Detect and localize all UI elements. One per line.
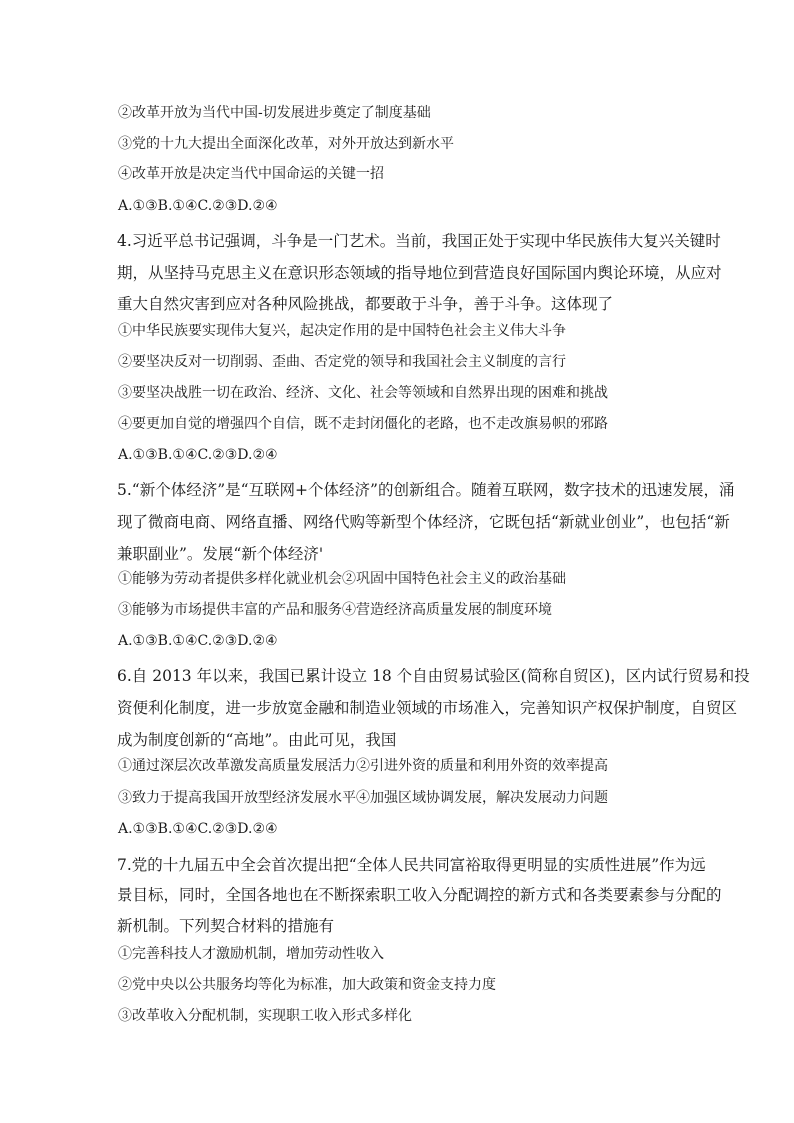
question-text: 新机制。下列契合材料的措施有 (117, 917, 335, 935)
option-line: ①能够为劳动者提供多样化就业机会②巩固中国特色社会主义的政治基础 (118, 571, 566, 587)
question-text: 4.习近平总书记强调，斗争是一门艺术。当前，我国正处于实现中华民族伟大复兴关键时 (117, 232, 721, 250)
option-line: ③要坚决战胜一切在政治、经济、文化、社会等领域和自然界出现的困难和挑战 (118, 385, 608, 401)
option-line: ①中华民族要实现伟大复兴，起决定作用的是中国特色社会主义伟大斗争 (118, 323, 566, 339)
question-text: 资便利化制度，进一步放宽金融和制造业领域的市场准入，完善知识产权保护制度，自贸区 (117, 699, 738, 717)
answer-choices: A.①③B.①④C.②③D.②④ (118, 198, 278, 214)
option-line: ④改革开放是决定当代中国命运的关键一招 (118, 166, 384, 182)
option-line: ②改革开放为当代中国-切发展进步奠定了制度基础 (118, 105, 431, 121)
option-line: ②要坚决反对一切削弱、歪曲、否定党的领导和我国社会主义制度的言行 (118, 354, 566, 370)
option-line: ④要更加自觉的增强四个自信，既不走封闭僵化的老路，也不走改旗易帜的邪路 (118, 416, 608, 432)
option-line: ③致力于提高我国开放型经济发展水平④加强区域协调发展，解决发展动力问题 (118, 790, 608, 806)
option-line: ①通过深层次改革激发高质量发展活力②引进外资的质量和利用外资的效率提高 (118, 758, 608, 774)
option-line: ②党中央以公共服务均等化为标准，加大政策和资金支持力度 (118, 977, 496, 993)
option-line: ③能够为市场提供丰富的产品和服务④营造经济高质量发展的制度环境 (118, 602, 552, 618)
question-text: 5.“新个体经济”是“互联网+个体经济”的创新组合。随着互联网，数字技术的迅速发展，涌 (117, 481, 735, 499)
question-text: 期，从坚持马克思主义在意识形态领域的指导地位到营造良好国际国内舆论环境，从应对 (117, 264, 722, 282)
question-text: 重大自然灾害到应对各种风险挑战，都要敢于斗争，善于斗争。这体现了 (117, 295, 614, 313)
answer-choices: A.①③B.①④C.②③D.②④ (118, 447, 278, 463)
question-text: 现了微商电商、网络直播、网络代购等新型个体经济，它既包括“新就业创业”，也包括“新 (117, 513, 730, 531)
answer-choices: A.①③B.①④C.②③D.②④ (118, 633, 278, 649)
option-line: ③改革收入分配机制，实现职工收入形式多样化 (118, 1008, 412, 1024)
question-text: 7.党的十九届五中全会首次提出把“全体人民共同富裕取得更明显的实质性进展”作为远 (117, 856, 706, 874)
option-line: ①完善科技人才激励机制，增加劳动性收入 (118, 946, 384, 962)
answer-choices: A.①③B.①④C.②③D.②④ (118, 821, 278, 837)
option-line: ③党的十九大提出全面深化改革，对外开放达到新水平 (118, 136, 454, 152)
question-text: 成为制度创新的“高地”。由此可见，我国 (117, 731, 397, 749)
question-text: 6.自 2013 年以来，我国已累计设立 18 个自由贸易试验区(简称自贸区)，区内试行贸易和投 (117, 667, 750, 685)
question-text: 兼职副业”。发展“新个体经济' (117, 545, 324, 563)
question-text: 景目标，同时，全国各地也在不断探索职工收入分配调控的新方式和各类要素参与分配的 (117, 886, 722, 904)
